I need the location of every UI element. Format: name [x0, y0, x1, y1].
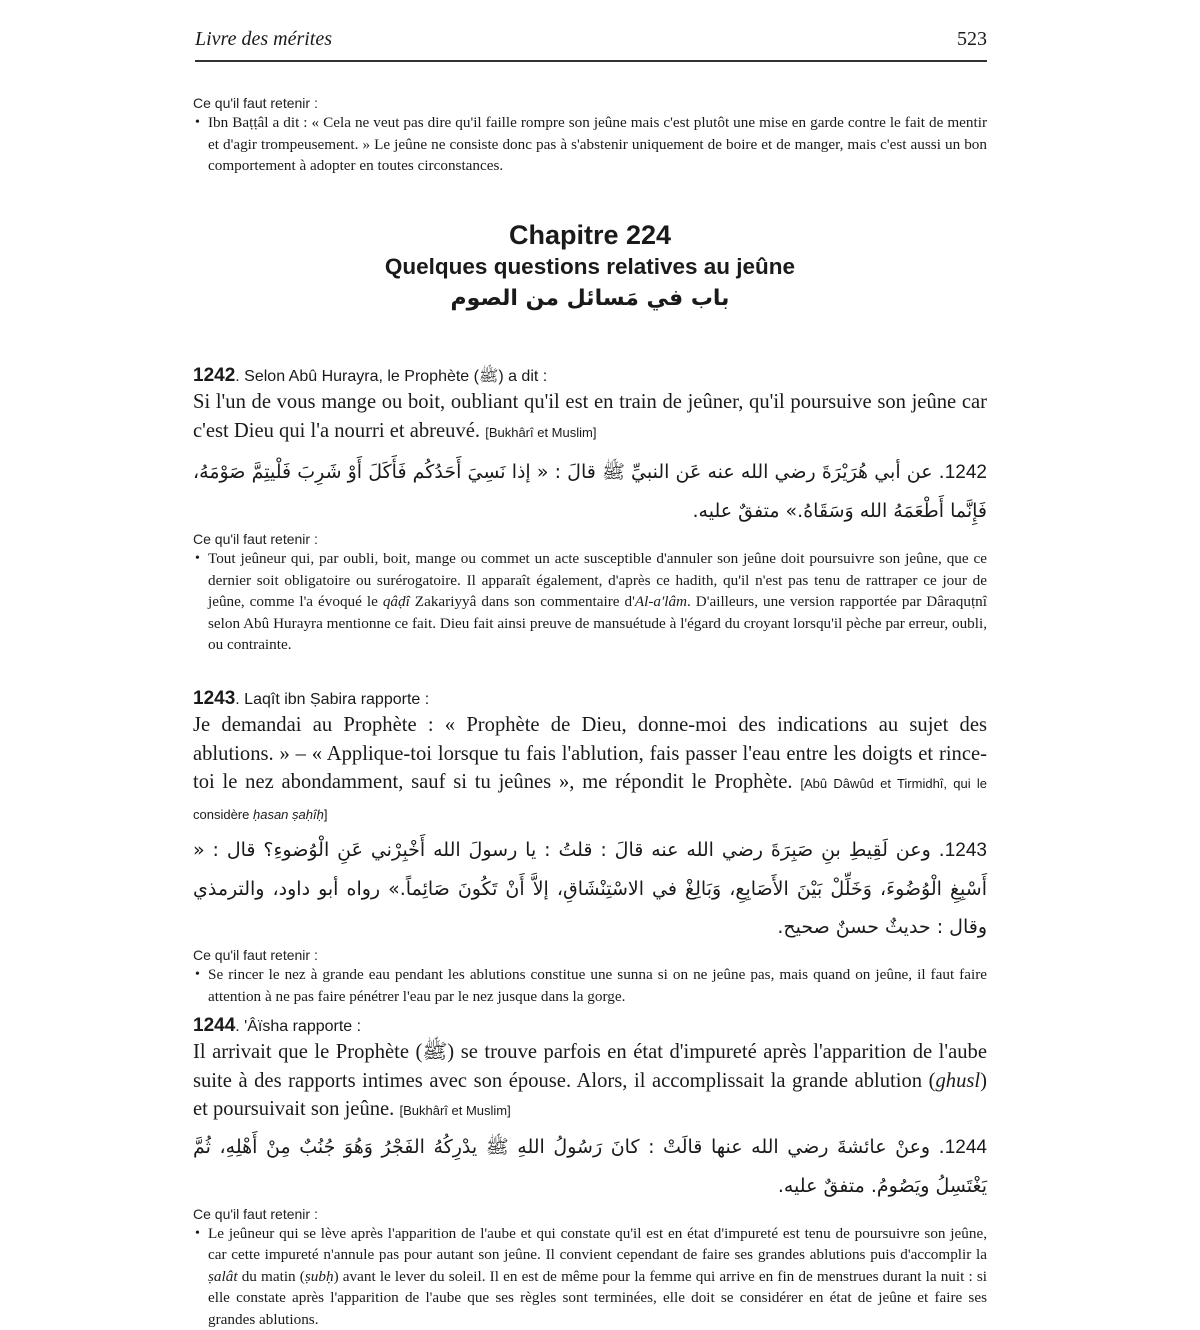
header-rule: [195, 60, 987, 62]
note-label: Ce qu'il faut retenir :: [193, 94, 987, 112]
arabic-text: . وعنْ عائشةَ رضي الله عنها قالَتْ : كانَ رَسُولُ اللهِ ﷺ يدْرِكُهُ الفَجْرُ وَهُوَ جُنُبٌ مِنْ أَهْلِهِ، ثُمَّ يَغْتَسِلُ ويَصُومُ. متفقٌ عليه.: [193, 1136, 987, 1197]
running-header: [195, 26, 987, 60]
term-qadi: qâḍî: [383, 593, 410, 610]
arabic-text: . وعن لَقِيطِ بنِ صَبِرَةَ رضي الله عنه قالَ : قلتُ : يا رسولَ الله أَخْبِرْني عَنِ الْوُضوءِ؟ قال : « أَسْبِغِ الْوُضُوءَ، وَخَلِّلْ بَيْنَ الأَصَابِعِ، وَبَالِغْ في الاسْتِنْشَاقِ، إلاَّ أَنْ تَكُونَ صَائِماً.» رواه أبو داود، والترمذي وقال : حديثٌ حسنٌ صحيح.: [193, 839, 987, 938]
page-number: 523: [957, 28, 987, 51]
arabic-number: 1242: [945, 462, 987, 483]
chapter-title: Quelques questions relatives au jeûne: [193, 252, 987, 282]
note-bullet: [193, 964, 987, 1007]
term-salat: ṣalât: [208, 1268, 238, 1285]
hadith-text: Si l'un de vous mange ou boit, oubliant qu'il est en train de jeûner, qu'il poursuive son jeûne car c'est Dieu qui l'a nourri et abreuvé.: [193, 391, 987, 442]
hadith-translation: [193, 388, 987, 447]
term-subh: ṣubḥ: [305, 1268, 334, 1285]
hadith-number: 1242: [193, 365, 235, 386]
hadith-heading: [193, 1015, 987, 1038]
bullet-icon: •: [195, 112, 200, 134]
chapter-heading: [193, 218, 987, 316]
note-label: Ce qu'il faut retenir :: [193, 530, 987, 548]
note-text: Ibn Baṭṭâl a dit : « Cela ne veut pas dire qu'il faille rompre son jeûne mais c'est plutôt une mise en garde contre le fait de mentir et d'agir trompeusement. » Le jeûne ne consiste donc pas à s'abstenir uniquement de boire et de manger, mais c'est aussi un bon comportement à adopter en toutes circonstances.: [208, 114, 987, 174]
note-bullet: [193, 1223, 987, 1330]
hadith-intro: . Selon Abû Hurayra, le Prophète (ﷺ) a dit :: [235, 368, 547, 385]
note-text-c: ) avant le lever du soleil. Il en est de même pour la femme qui arrive en fin de menstrues durant la nuit : si elle constate après l'apparition de l'aube que ses règles sont terminées, elle doit se considérer en état de jeûne et faire ses grandes ablutions.: [208, 1268, 987, 1328]
hadith-text-a: Il arrivait que le Prophète (ﷺ) se trouve parfois en état d'impureté après l'apparition de l'aube suite à des rapports intimes avec son épouse. Alors, il accomplissait la grande ablution (: [193, 1041, 987, 1092]
source-close: ]: [324, 807, 328, 822]
note-text-a: Le jeûneur qui se lève après l'apparition de l'aube et qui constate qu'il est en état d'impureté est tenu de poursuivre son jeûne, car cette impureté n'annule pas pour autant son jeûne. Il convient cependant de faire ses grandes ablutions puis d'accomplir la: [208, 1225, 987, 1264]
source-text: [Abû Dâwûd et Tirmidhî, qui le considère: [193, 776, 987, 822]
intro-note: [193, 94, 987, 177]
source-grade: ḥasan ṣaḥîḥ: [253, 807, 324, 822]
hadith-heading: [193, 688, 987, 711]
note-label: Ce qu'il faut retenir :: [193, 1205, 987, 1223]
note-text-b: Zakariyyâ dans son commentaire d': [410, 593, 635, 610]
hadith-arabic: [193, 453, 987, 530]
hadith-1244: [193, 1015, 987, 1330]
arabic-text: . عن أبي هُرَيْرَةَ رضي الله عنه عَن النبيِّ ﷺ قالَ : « إذا نَسِيَ أَحَدُكُم فَأَكَلَ أَوْ شَرِبَ فَلْيتِمَّ صَوْمَهُ، فَإِنَّما أَطْعَمَهُ الله وَسَقَاهُ.» متفقٌ عليه.: [193, 461, 987, 522]
hadith-1243: [193, 688, 987, 1007]
note-text-a: Tout jeûneur qui, par oubli, boit, mange ou commet un acte susceptible d'annuler son jeûne doit poursuivre son jeûne, que ce dernier soit obligatoire ou surérogatoire. Il apparaît également, d'après ce hadith, qu'il n'est pas tenu de rattraper ce jour de jeûne, comme l'a évoqué le: [208, 550, 987, 610]
hadith-translation: [193, 1038, 987, 1126]
bullet-icon: •: [195, 964, 200, 986]
book-title: Al-a'lâm: [635, 593, 687, 610]
note-text-c: . D'ailleurs, une version rapportée par Dâraquṭnî selon Abû Hurayra mentionne ce fait. Dieu fait ainsi preuve de mansuétude à l'égard du croyant lorsqu'il pèche par erreur, oubli, ou contrainte.: [208, 593, 987, 653]
note-bullet: [193, 548, 987, 656]
note-text: Se rincer le nez à grande eau pendant les ablutions constitue une sunna si on ne jeûne pas, mais quand on jeûne, il faut faire attention à ne pas faire pénétrer l'eau par le nez jusque dans la gorge.: [208, 966, 987, 1005]
hadith-translation: [193, 711, 987, 829]
term-ghusl: ghusl: [936, 1070, 981, 1092]
hadith-text-b: ) et poursuivait son jeûne.: [193, 1070, 987, 1121]
chapter-arabic-title: باب في مَسائل من الصوم: [193, 282, 987, 316]
arabic-number: 1244: [945, 1137, 987, 1158]
hadith-number: 1244: [193, 1015, 235, 1036]
note-label: Ce qu'il faut retenir :: [193, 946, 987, 964]
hadith-arabic: [193, 1128, 987, 1205]
hadith-intro: . 'Âïsha rapporte :: [235, 1018, 361, 1035]
hadith-arabic: [193, 831, 987, 946]
hadith-1242: [193, 365, 987, 656]
hadith-source: [Bukhârî et Muslim]: [485, 425, 596, 440]
running-title: Livre des mérites: [195, 28, 332, 51]
hadith-heading: [193, 365, 987, 388]
hadith-text: Je demandai au Prophète : « Prophète de Dieu, donne-moi des indications au sujet des ablutions. » – « Applique-toi lorsque tu fais l'ablution, fais passer l'eau entre les doigts et rince-toi le nez abondamment, sauf si tu jeûnes », me répondit le Prophète.: [193, 714, 987, 793]
hadith-number: 1243: [193, 688, 235, 709]
hadith-intro: . Laqît ibn Ṣabira rapporte :: [235, 691, 429, 708]
chapter-number: Chapitre 224: [193, 218, 987, 252]
hadith-source: [Bukhârî et Muslim]: [399, 1103, 510, 1118]
note-text-b: du matin (: [238, 1268, 305, 1285]
bullet-icon: •: [195, 548, 200, 570]
bullet-icon: •: [195, 1223, 200, 1245]
note-bullet: [193, 112, 987, 177]
arabic-number: 1243: [945, 840, 987, 861]
